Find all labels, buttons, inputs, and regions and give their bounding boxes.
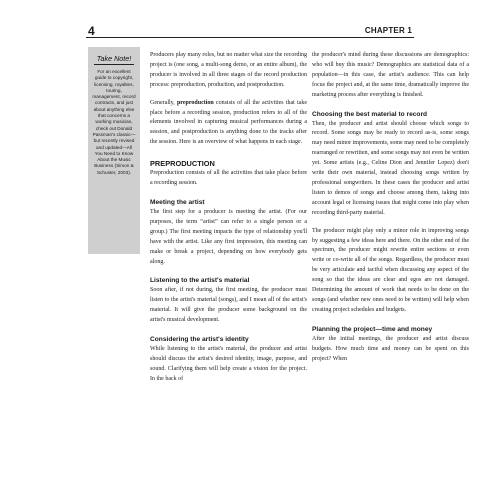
paragraph: While listening to the artist's material, the producer and artist should discuss the artist's desired identity, image, purpose, and sound. Clarifying them will help create a vision for the project. In the back of (150, 346, 307, 382)
sidebar-title: Take Note! (96, 54, 132, 63)
subheading-listening: Listening to the artist's material (150, 277, 250, 285)
paragraph (150, 99, 307, 149)
subheading-identity: Considering the artist's identity (150, 336, 249, 344)
paragraph: Preproduction consists of all the activities that take place before a recording session. (150, 170, 307, 187)
term-preproduction: preproduction (176, 99, 214, 106)
paragraph: Then, the producer and artist should choose which songs to record. Some songs may be ready to record as-is, some songs may need minor improvements, some may need to be completely rearranged or rewritten, and some songs may not even be written yet. Some artists (e.g., Celine Dion and Jennifer Lopez) don't write their own material, instead choosing songs written by professional songwriters. In these cases the producer and artist listen to demos of songs and choose among them, taking into account legal or licensing issues that might come into play when recording third-party material. (312, 120, 469, 216)
sidebar-body: For an excellent guide to copyright, licensing, royalties, touring, management, record contracts, and just about anything else that concerns a working musician, check out Donald Passman's classic—but recently revised and updated—All You Need to Know About the Music Business (Simon & Schuster, 2003). (92, 69, 136, 175)
paragraph: Soon after, if not during, the first meeting, the producer must listen to the artist's material (songs), and I mean all of the artist's material. It will give the producer some background on the artist's musical development. (150, 287, 307, 324)
paragraph: The producer might play only a minor role in improving songs by suggesting a few ideas here and there. On the other end of the spectrum, the producer might rewrite entire sections or even write or co-write all of the songs. Regardless, the producer must be very articulate and tactful when discussing any aspect of the song so that the ideas are clear and egos are not damaged. Determining the amount of work that needs to be done on the songs (and whether new ones need to be written) will help when creating project schedules and budgets. (312, 227, 469, 313)
subheading-planning: Planning the project—time and money (312, 325, 433, 333)
paragraph: the producer's mind during these discussions are demographics: who will buy this music? Demographics are statistical data of a population—in this case, the artist's audience. This can help focus the project and, at the same time, dramatically improve the marketing process after everything is finished. (312, 52, 469, 98)
subheading-choosing-material: Choosing the best material to record (312, 110, 428, 118)
text-run: Generally, (150, 99, 177, 106)
take-note-sidebar (88, 47, 140, 254)
text-column-left (150, 51, 307, 385)
paragraph: The first step for a producer is meeting the artist. (For our purposes, the term “artist” can refer to a single person or a group.) The first meeting impacts the type of relationship you'll have with the artist. Like any first impression, this meeting can make or break a project, depending on how everybody gets along. (150, 208, 307, 265)
page-number: 4 (88, 24, 95, 38)
chapter-label: CHAPTER 1 (364, 26, 412, 35)
subheading-meeting-artist: Meeting the artist (150, 198, 205, 206)
text-column-right (312, 51, 469, 364)
paragraph: Producers play many roles, but no matter what size the recording project is (one song, a multi-song demo, or an entire album), the producer is involved in all three stages of the record production process: preproduction, production, and postproduction. (150, 52, 307, 88)
header-rule (86, 37, 414, 38)
sidebar-divider (94, 64, 134, 65)
text-run: consists of all the activities that take place before a recording session, production refers to all of the elements involved in capturing musical performances during a session, and postproduction is anything done to the tracks after the session. Here is an overview of what happens in each stage. (150, 99, 307, 146)
section-heading-preproduction: PREPRODUCTION (150, 159, 215, 169)
page-header (0, 0, 500, 38)
paragraph: After the initial meetings, the producer and artist discuss budgets. How much time and money can be spent on this project? When (312, 335, 469, 362)
